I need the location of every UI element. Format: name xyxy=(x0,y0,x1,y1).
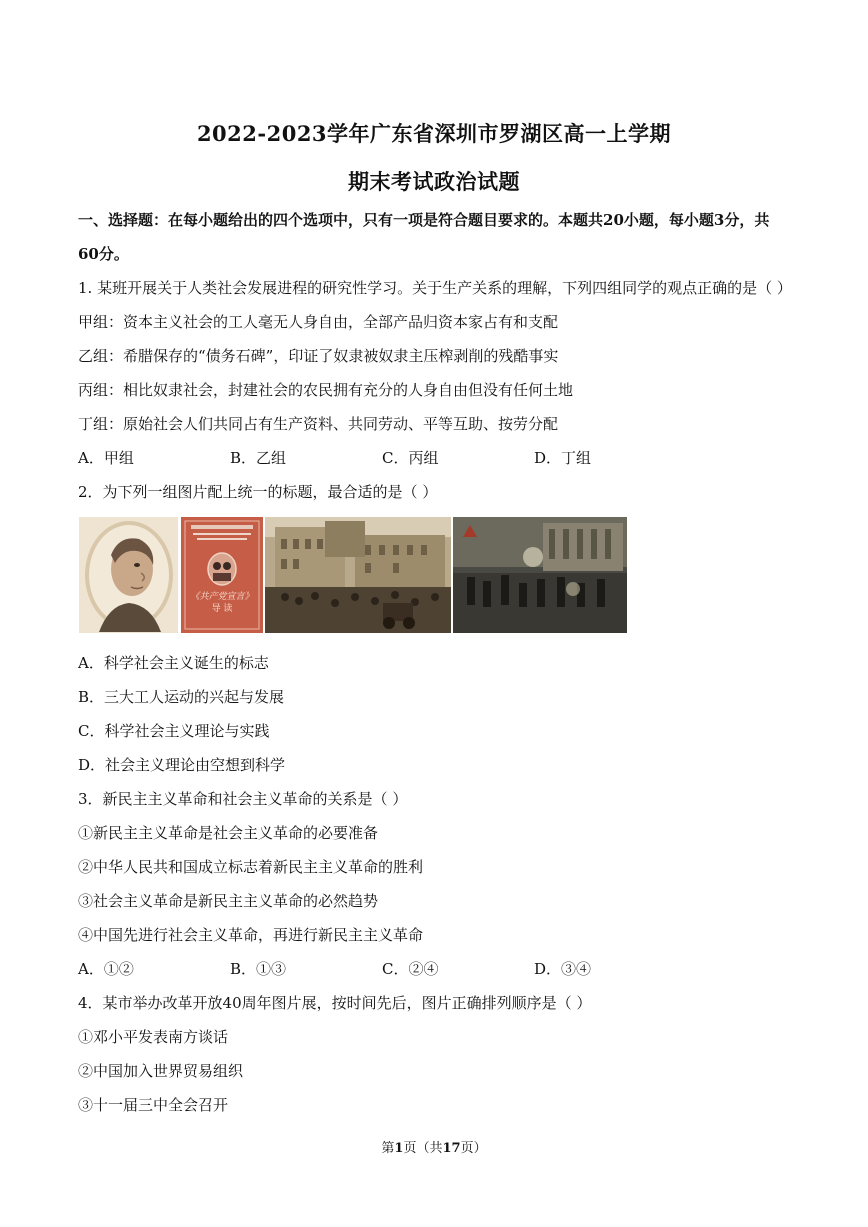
exam-title-line2: 期末考试政治试题 xyxy=(348,169,520,194)
q3-statement: ③社会主义革命是新民主主义革命的必然趋势 xyxy=(78,892,379,910)
q1-stem: 1. 某班开展关于人类社会发展进程的研究性学习。关于生产关系的理解，下列四组同学的观点正确的是（ ） xyxy=(78,279,792,297)
q3-statement: ④中国先进行社会主义革命，再进行新民主主义革命 xyxy=(78,926,424,944)
street-scene-image xyxy=(265,517,451,633)
q2-stem: 2．为下列一组图片配上统一的标题，最合适的是（ ） xyxy=(78,483,438,501)
q3-option-b: B．①③ xyxy=(230,960,287,978)
footer-middle: 页（共 xyxy=(403,1141,443,1156)
q4-statement: ①邓小平发表南方谈话 xyxy=(78,1028,229,1046)
q3-statement: ②中华人民共和国成立标志着新民主主义革命的胜利 xyxy=(78,858,424,876)
q1-statement: 乙组：希腊保存的“债务石碑”，印证了奴隶被奴隶主压榨剥削的残酷事实 xyxy=(78,347,559,365)
q3-option-d: D．③④ xyxy=(534,960,592,978)
q4-stem: 4．某市举办改革开放40周年图片展，按时间先后，图片正确排列顺序是（ ） xyxy=(78,994,592,1012)
q3-stem: 3．新民主主义革命和社会主义革命的关系是（ ） xyxy=(78,790,408,808)
book-title: 《共产党宣言》 xyxy=(190,592,254,602)
book-cover-image xyxy=(181,517,263,633)
q2-option-d: D．社会主义理论由空想到科学 xyxy=(78,756,286,774)
q1-option-c: C．丙组 xyxy=(382,449,439,467)
q4-statement: ②中国加入世界贸易组织 xyxy=(78,1062,244,1080)
section-heading: 一、选择题：在每小题给出的四个选项中，只有一项是符合题目要求的。本题共20小题，每小题3分，共 xyxy=(78,211,770,229)
footer-prefix: 第 xyxy=(381,1141,395,1156)
q1-option-b: B．乙组 xyxy=(230,449,287,467)
portrait-image xyxy=(79,517,178,633)
q3-statement: ①新民主主义革命是社会主义革命的必要准备 xyxy=(78,824,379,842)
q2-option-a: A．科学社会主义诞生的标志 xyxy=(78,654,269,672)
q2-option-b: B．三大工人运动的兴起与发展 xyxy=(78,688,285,706)
q1-statement: 甲组：资本主义社会的工人毫无人身自由，全部产品归资本家占有和支配 xyxy=(78,313,559,331)
q2-option-c: C．科学社会主义理论与实践 xyxy=(78,722,270,740)
page-footer xyxy=(0,1137,868,1156)
q4-statement: ③十一届三中全会召开 xyxy=(78,1096,229,1114)
book-subtitle: 导 读 xyxy=(211,604,233,614)
q1-statement: 丁组：原始社会人们共同占有生产资料、共同劳动、平等互助、按劳分配 xyxy=(78,415,559,433)
q1-option-d: D．丁组 xyxy=(534,449,592,467)
q1-statement: 丙组：相比奴隶社会，封建社会的农民拥有充分的人身自由但没有任何土地 xyxy=(78,381,574,399)
exam-title-line1: 2022-2023学年广东省深圳市罗湖区高一上学期 xyxy=(196,121,672,146)
q3-option-a: A．①② xyxy=(78,960,134,978)
q1-option-a: A．甲组 xyxy=(78,449,134,467)
total-pages: 17 xyxy=(442,1141,461,1156)
section-heading-cont: 60分。 xyxy=(78,245,129,263)
battle-scene-image xyxy=(453,517,627,633)
page-number: 1 xyxy=(394,1141,404,1156)
q3-option-c: C．②④ xyxy=(382,960,439,978)
footer-suffix: 页） xyxy=(460,1141,487,1156)
